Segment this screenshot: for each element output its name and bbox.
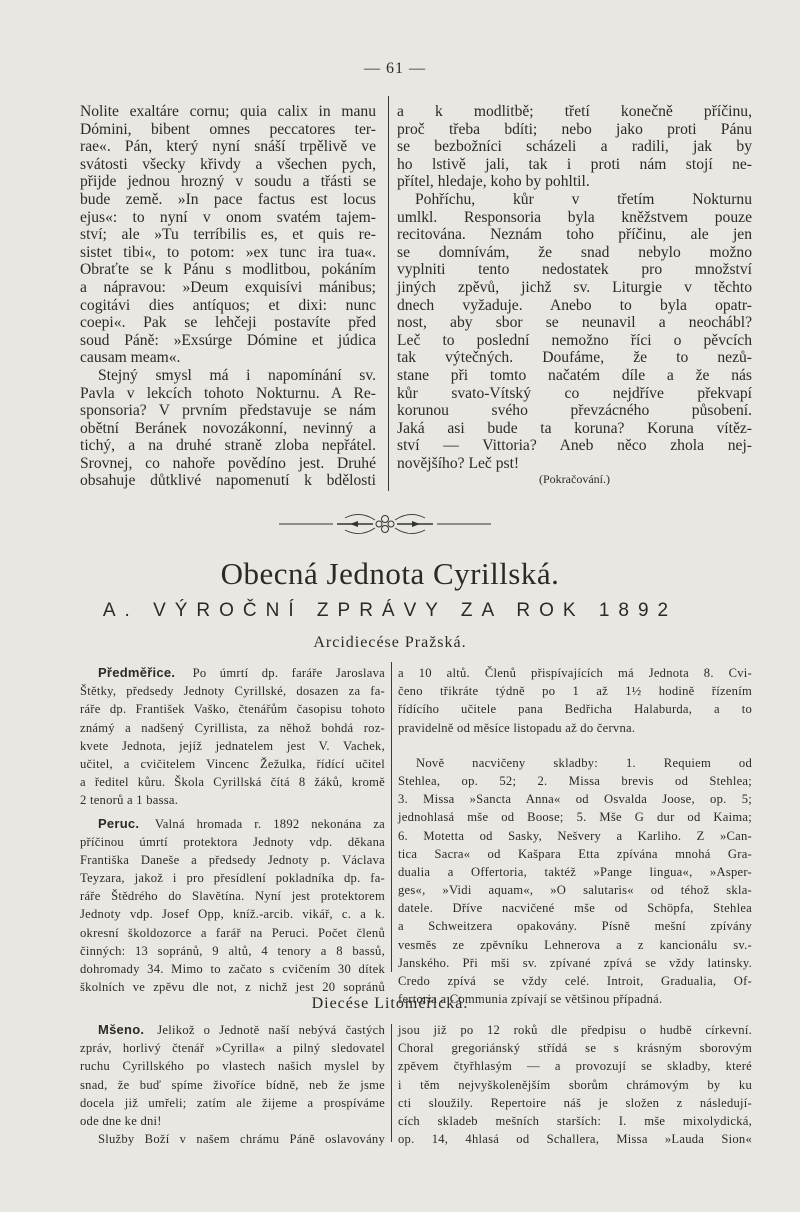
line-text: tichý, a na druhé straně zloba nepřátel. (80, 437, 376, 455)
text-line (398, 682, 752, 700)
text-line (80, 791, 385, 809)
paragraph (80, 1130, 385, 1148)
article-subtitle: A. VÝROČNÍ ZPRÁVY ZA ROK 1892 (102, 600, 678, 621)
text-line (80, 244, 376, 262)
line-text: pravidelně od měsíce listopadu až do června. (398, 720, 636, 735)
line-text: se bezbožníci scházeli a radili, jak by (397, 138, 752, 156)
line-text: Obraťte se k Pánu s modlitbou, pokáním (80, 261, 376, 279)
line-text: rae«. Pán, který nyní snáší trpělivě ve (80, 138, 376, 156)
section1-left-column (80, 664, 385, 996)
text-line (397, 332, 752, 350)
page-number: — 61 — (364, 60, 426, 77)
line-text: op. 14, 4hlasá od Schallera, Missa »Lauda Sion« (398, 1132, 752, 1147)
place-name: Mšeno. (98, 1022, 145, 1037)
text-line (80, 156, 376, 174)
line-text: činných: 13 sopránů, 9 altů, 4 tenory a 8 bassů, (80, 943, 385, 958)
line-text: Jelikož o Jednotě naší nebývá častých (157, 1023, 385, 1037)
line-text: vesměs ze zpěvníku Lehnerova a z kancionálu sv.- (398, 937, 752, 952)
line-text: dnech vyžaduje. Anebo to byla opatr- (397, 296, 752, 314)
line-text: svátosti všecky křivdy a všechen pych, (80, 155, 376, 173)
line-text: datele. Dříve nacvičené mše od Schöpfa, Stehlea (398, 901, 752, 916)
line-text: ejus«: to nyní v onom svatém tajem- (80, 208, 376, 226)
column-divider (388, 96, 389, 491)
line-text: Stejný smysl má i napomínání sv. (98, 366, 376, 384)
text-line (80, 664, 385, 682)
line-text: Jaká asi bude ta koruna? Koruna vítěz- (397, 419, 752, 437)
text-line (397, 437, 752, 455)
text-line (397, 261, 752, 279)
column-divider (391, 662, 392, 972)
text-line (398, 863, 752, 881)
line-text: Františka Daneše a předsedy Jednoty p. Václava (80, 852, 385, 867)
top-left-column (80, 103, 376, 490)
line-text: cogitávi dies antíquos; et dixi: nunc (80, 296, 376, 314)
line-text: Valná hromada r. 1892 nekonána za (154, 816, 386, 831)
paragraph (80, 103, 376, 367)
line-text: ráře Štědrého do Slavětína. Nyní jest protektorem (80, 889, 385, 904)
text-line (398, 1021, 752, 1039)
text-line (398, 1130, 752, 1148)
line-text: známý a nadšený Cyrillista, za něhož bohdá roz- (80, 720, 385, 735)
line-text: Pohříchu, kůr v třetím Nokturnu (415, 190, 752, 208)
line-text: soud Páně: »Exsúrge Dómine et júdica (80, 331, 376, 349)
text-line (397, 226, 752, 244)
text-line (80, 737, 385, 755)
text-line (398, 1057, 752, 1075)
text-line (80, 261, 376, 279)
text-line (398, 881, 752, 899)
line-text: coepi«. Pak se lehčeji postavíte před (80, 314, 376, 332)
text-line (80, 869, 385, 887)
line-text: jsou již po 12 roků dle předpisu o hudbě církevní. (398, 1023, 752, 1037)
line-text: zpráv, horlivý čtenář »Cyrilla« a pilný sledovatel (80, 1041, 385, 1056)
line-text: jednohlasá mše od Boose; 5. Mše G dur od Kaima; (398, 810, 752, 825)
text-line (80, 209, 376, 227)
text-line (80, 960, 385, 978)
text-line (397, 402, 752, 420)
line-text: causam meam«. (80, 349, 181, 367)
line-text: Janského. Při mši sv. zpívané zpívá se vždy latinsky. (398, 955, 752, 970)
line-text: Credo zpívá se vždy celé. Introit, Gradualia, Of- (398, 974, 752, 988)
text-line (80, 332, 376, 350)
line-text: Teyzara, jakož i pro přesídlení pokladníka dp. fa- (80, 871, 385, 886)
line-text: Stehlea, op. 52; 2. Missa brevis od Stehlea; (398, 773, 752, 788)
line-text: fertoria a Communia zpívají se většinou případná. (398, 992, 663, 1007)
text-line (397, 297, 752, 315)
line-text: cích skladeb mešních starších: I. mše mixolydická, (398, 1113, 752, 1128)
text-line (398, 954, 752, 972)
line-text: nost, aby sbor se neunavil a neochábl? (397, 314, 752, 332)
text-line (397, 244, 752, 262)
text-line (80, 455, 376, 473)
line-text: Srovnej, co nahoře povědíno jest. Druhé (80, 454, 376, 472)
line-text: umlkl. Responsoria byla kněžstvem pouze (397, 208, 752, 226)
text-line (80, 349, 376, 367)
text-line (398, 827, 752, 845)
line-text: okresní školdozorce a farář na Peruci. Počet členů (80, 925, 385, 940)
text-line (398, 1112, 752, 1130)
text-line (80, 279, 376, 297)
line-text: Po úmrtí dp. faráře Jaroslava (192, 666, 385, 680)
text-line (398, 917, 752, 935)
line-text: ráře dp. František Vaško, čtenářům časopisu tohoto (80, 702, 385, 717)
section1-right-column (398, 664, 752, 1008)
text-line (80, 719, 385, 737)
line-text: se domnívám, že snad nebylo možno (397, 243, 752, 261)
line-text: korunou svého převzácného působení. (397, 402, 752, 420)
text-line (80, 437, 376, 455)
article-title: Obecná Jednota Cyrillská. (220, 556, 560, 591)
line-text: Pavla v lekcích tohoto Nokturnu. A Re- (80, 384, 376, 402)
line-text: a k modlitbě; třetí konečně příčinu, (397, 103, 752, 120)
text-line (397, 121, 752, 139)
text-line (80, 226, 376, 244)
text-line (80, 700, 385, 718)
text-line (80, 682, 385, 700)
text-line (80, 314, 376, 332)
line-text: dualia a Offertoria, taktéž »Pange lingua«, »Asper- (398, 864, 752, 879)
section2-left-column (80, 1021, 385, 1148)
place-name: Peruc. (98, 815, 140, 831)
text-line (398, 808, 752, 826)
line-text: Služby Boží v našem chrámu Páně oslavovány (98, 1132, 385, 1147)
line-text: řídícího učitele pana Bedřicha Halaburda, a to (398, 702, 752, 717)
line-text: 2 tenorů a 1 bassa. (80, 793, 179, 808)
text-line (397, 314, 752, 332)
continuation-note: (Pokračování.) (539, 472, 610, 486)
text-line (80, 942, 385, 960)
column-divider (391, 1024, 392, 1142)
text-line (398, 1039, 752, 1057)
line-text: ode dne ke dni! (80, 1113, 162, 1128)
text-line (80, 402, 376, 420)
text-line (397, 138, 752, 156)
line-text: proč třeba bdíti; nebo jako proti Pánu (397, 120, 752, 138)
text-line (80, 1076, 385, 1094)
line-text: obsahuje důtklivé napomenutí k bdělosti (80, 472, 376, 490)
paragraph (80, 815, 385, 997)
text-line (397, 103, 752, 121)
text-line (397, 156, 752, 174)
paragraph (398, 754, 752, 1009)
line-text: cti sloužily. Repertoire náš je složen z následují- (398, 1095, 752, 1110)
line-text: Dómini, bibent omnes peccatores ter- (80, 120, 376, 138)
text-line (80, 173, 376, 191)
line-text: tica Sacra« od Kašpara Etta zpívána mnohá Gra- (398, 846, 752, 861)
text-line (397, 191, 752, 209)
place-name: Předměřice. (98, 665, 176, 680)
text-line (398, 1094, 752, 1112)
text-line (80, 905, 385, 923)
line-text: kvete Jednota, jejíž jednatelem jest V. Vachek, (80, 738, 385, 753)
line-text: Nolite exaltáre cornu; quia calix in manu (80, 103, 376, 120)
line-text: i těm nejvyškolenějším sborům chrámovým by ku (398, 1077, 752, 1092)
text-line (80, 887, 385, 905)
text-line (80, 385, 376, 403)
line-text: recitována. Neznám toho příčinu, ale jen (397, 226, 752, 244)
line-text: příčinou úmrtí protektora Jednoty vdp. děkana (80, 834, 385, 849)
top-right-column (397, 103, 752, 472)
text-line (80, 191, 376, 209)
paragraph (397, 191, 752, 473)
text-line (80, 978, 385, 996)
text-line (398, 1076, 752, 1094)
text-line (398, 936, 752, 954)
section-heading: Diecése Litoměřická. (311, 995, 469, 1012)
text-line (398, 899, 752, 917)
section-heading: Arcidiecése Pražská. (313, 634, 467, 651)
text-line (80, 1057, 385, 1075)
paragraph (397, 103, 752, 191)
text-line (80, 833, 385, 851)
line-text: zpěvem čtyřhlasým — a provozují se skladby, které (398, 1059, 752, 1074)
text-line (80, 472, 376, 490)
line-text: obětní Beránek novozákonní, nevinný a (80, 419, 376, 437)
line-text: 3. Missa »Sancta Anna« od Osvalda Joose, op. 5; (398, 792, 752, 807)
text-line (398, 754, 752, 772)
text-line (80, 773, 385, 791)
ornament-divider-icon (275, 510, 495, 538)
line-text: učitel, a cvičitelem Vincenc Žežulka, řídící učitel (80, 756, 385, 771)
paragraph (398, 664, 752, 737)
text-line (398, 790, 752, 808)
text-line (398, 845, 752, 863)
text-line (397, 279, 752, 297)
text-line (80, 103, 376, 121)
line-text: a Schweitzera opakovány. Písně mešní zpívány (398, 919, 752, 934)
text-line (80, 420, 376, 438)
text-line (80, 297, 376, 315)
paragraph (398, 1021, 752, 1148)
line-text: vyplniti tento nedostatek pro množství (397, 261, 752, 279)
line-text: tak výtečných. Doufáme, že to nezů- (397, 349, 752, 367)
text-line (80, 138, 376, 156)
text-line (80, 367, 376, 385)
text-line (397, 367, 752, 385)
line-text: Choral gregoriánský střídá se s krásným sborovým (398, 1041, 752, 1056)
text-line (80, 121, 376, 139)
line-text: ges«, »Vidi aquam«, »O salutaris« od téhož skla- (398, 883, 752, 898)
text-line (80, 755, 385, 773)
text-line (397, 173, 752, 191)
text-line (80, 1039, 385, 1057)
line-text: bude země. »In pace factus est locus (80, 190, 376, 208)
line-text: ho lstivě jali, tak i proti nám stojí ne- (397, 155, 752, 173)
line-text: a nápravou: »Deum exquisívi mánibus; (80, 278, 376, 296)
line-text: sistet tibi«, to potom: »ex tunc ira tua«. (80, 243, 376, 261)
paragraph (80, 367, 376, 490)
line-text: čeno třikráte týdně po 1 až 1½ hodině řízením (398, 684, 752, 699)
text-line (397, 455, 752, 473)
text-line (397, 349, 752, 367)
line-text: Jednoty vdp. Josef Opp, kníž.-arcib. vikář, c. a k. (80, 907, 385, 922)
line-text: přijde jednou hrozný v soudu a třásti se (80, 173, 376, 191)
text-line (398, 700, 752, 718)
line-text: sponsoria? V prvním představuje se nám (80, 402, 376, 420)
line-text: Štětky, předsedy Jednoty Cyrillské, dosazen za fa- (80, 684, 385, 699)
text-line (397, 209, 752, 227)
line-text: a 10 altů. Členů přispívajících má Jednota 8. Cvi- (398, 666, 752, 680)
text-line (80, 851, 385, 869)
text-line (80, 815, 385, 833)
line-text: ství; ale »Tu terríbilis es, et quis re- (80, 226, 376, 244)
line-text: stane při tomto načatém díle a že nás (397, 366, 752, 384)
paragraph (80, 1021, 385, 1130)
text-line (397, 385, 752, 403)
line-text: docela již umřeli; zatím ale žijeme a prospíváme (80, 1095, 385, 1110)
text-line (80, 924, 385, 942)
line-text: Nově nacvičeny skladby: 1. Requiem od (416, 755, 752, 770)
line-text: jiných zpěvů, jichž sv. Liturgie v těchto (397, 278, 752, 296)
section2-right-column (398, 1021, 752, 1148)
text-line (398, 664, 752, 682)
text-line (80, 1112, 385, 1130)
text-line (80, 1021, 385, 1039)
text-line (397, 420, 752, 438)
line-text: ství — Vittoria? Aneb něco zhola nej- (397, 437, 752, 455)
text-line (80, 1130, 385, 1148)
line-text: dohromady 34. Mimo to začato s cvičením 30 dítek (80, 962, 385, 976)
line-text: školních ve zpěvu dle not, z nichž jest 20 sopránů (80, 980, 385, 995)
text-line (398, 972, 752, 990)
line-text: kůr svato-Vítský co nejdříve překvapí (397, 384, 752, 402)
line-text: a ředitel kůru. Škola Cyrillská čítá 8 žáků, kromě (80, 775, 385, 790)
line-text: novějšího? Leč pst! (397, 454, 520, 472)
text-line (398, 772, 752, 790)
text-line (398, 719, 752, 737)
line-text: 6. Motetta od Sasky, Nešvery a Karliho. Z »Can- (398, 828, 752, 843)
line-text: ruchu Cyrillského po vlastech našich myslel by (80, 1059, 385, 1074)
text-line (80, 1094, 385, 1112)
line-text: přítel, hledaje, koho by pohltil. (397, 173, 590, 191)
line-text: snad, že buď spíme živoříce bídně, neb že jsme (80, 1077, 385, 1092)
paragraph (80, 664, 385, 810)
line-text: Leč to poslední nemožno říci o pěvcích (397, 331, 752, 349)
